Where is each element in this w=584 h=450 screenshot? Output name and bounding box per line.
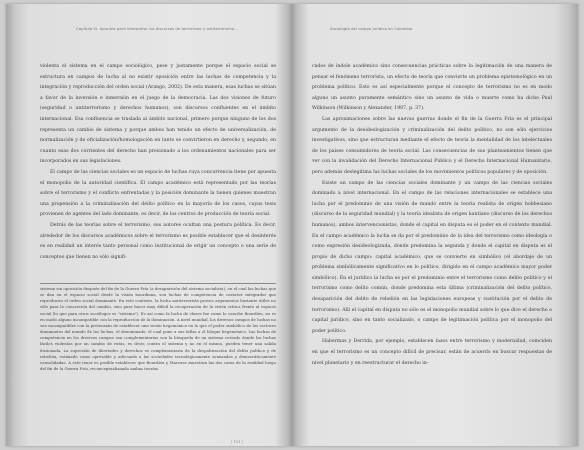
paragraph: Existe un campo de las ciencias sociales dominante y un campo de las ciencias sociales dominado a nivel internacional. En el campo de las relaciones internacionales se establece una lucha por el predominio de una visión de mundo entre la teoría realista de origen hobbesiano (discurso de la seguridad mundial) y la teoría idealista de origen kantiano (discurso de los derechos humanos), ambos intervencionistas, donde el capital en disputa es el poder en el contexto mundial. En el campo académico la lucha se da por el predominio de la idea del terrorismo como ideología o como expresión desideologizada, donde predomina la segunda y donde el capital en disputa es el propio de dicho campo: capital académico, que se convierte en simbólico (el abordaje de un problema simbólicamente significativo en lo político, dirigido en el campo académico mayor poder simbólico). En el jurídico la lucha es por el predominio entre el terrorismo como delito político y el terrorismo como delito común, donde predomina esta última (criminalización del delito político, desaparición del delito de rebelión en las legislaciones europeas y sustitución por el delito de terrorismo). Allí el capital en disputa no sólo es el monopolio mundial sobre lo que dice el derecho o capital jurídico, sino en tanto socializado, o campo de legitimación política por el monopolio del poder político. xyxy=(312,180,552,334)
page-number: | 151 | xyxy=(231,440,243,444)
book-spread xyxy=(6,4,578,446)
footnote: sistema sin oposición después del fin de la Guerra Fría (a desaparición del sistema socialista), en el cual las luchas que se dan en el espacio social desde la visión bourdiana, son luchas de competencia de carácter integrador que reproducen el orden social dominante. En este contexto, la lucha antiterrorista provee argumentos bastante útiles no sólo para la concreción del cambio, sino para hacer muy difícil la recuperación de la visión crítica frente al espacio social (lo que para otros sociólogos es "sistema"). Es así como la lucha de clases fue como lo concibe Bourdieu, no es en modo alguno incompatible con la reproducción de la dominación. A nivel mundial, los diversos campos de luchas no son incompatibles con la pretensión de establecer una visión hegemónica en la que el poder simbólico de los sectores dominantes del mundo de las luchas, el denominado, el cual pone a sus fallas a el bloque hegemónico. Las luchas de competencia en los diversos campos son complementarias con la búsqueda de un sistema cerrado donde las luchas fáciles violentas por un cambio de rutas, es decir, contra el sistema y no en el mismo, pueden tener una salida ilusionada. La supresión de libertades y derechos es complementaria de la despolitización del delito político y de rebelión, estimado como opresable y adecuado a las sociedades tecnológicamente avanzadas y democráticamente consolidadas. A este tenor es posible establecer que Bourdieu y Marcuse muestran las dos caras de la realidad luego del fin de la Guerra Fría, reconceptualizando ambas teorías. xyxy=(40,286,276,372)
paragraph: Habermas y Derrida, por ejemplo, establecen lazos entre terrorismo y modernidad, coinciden en que el terrorismo es un concepto difícil de precisar, están de acuerdo en buscar respuestas de nivel planetario y en reestructurar el derecho in- xyxy=(312,339,552,366)
paragraph: Detrás de las teorías sobre el terrorismo, sus autores ocultan una postura política. Es decir, alrededor de los discursos académicos sobre el terrorismo es posible establecer que el desinterés es en realidad un interés tanto personal como institucional de erigir un concepto o una serie de conceptos que tienen no sólo signifi- xyxy=(40,222,276,260)
paragraph: El campo de las ciencias sociales es un espacio de luchas cuya concurrencia tiene por apuesta el monopolio de la autoridad científica. El campo académico está representado por las teorías sobre el terrorismo y el conflicto enfrentadas y la posición dominante la tienen quienes muestran una propensión a la criminalización del delito político en la mayoría de los casos, cuyas tesis provienen de agentes del lado dominante, es decir, de los centros de producción de teoría social. xyxy=(40,169,276,218)
left-page xyxy=(12,4,282,446)
body-text xyxy=(40,62,276,263)
footnote-divider xyxy=(40,283,276,284)
paragraph: cados de índole académico sino consecuencias prácticas sobre la legitimación de una manera de pensar el fenómeno terrorista, un efecto de teoría que convierte un problema epistemológico en un problema político. Esto es así especialmente porque el concepto de terrorismo no es en modo alguno un asunto puramente semántico sino un asunto de vida o muerte como ha dicho Paul Wilkinson (Wilkinson y Alexander, 1987, p. 37). xyxy=(312,64,552,112)
running-head: Sociología del campo jurídico en Colombia xyxy=(330,27,413,31)
paragraph: violenta el sistema en el campo sociológico, pese y justamente porque el espacio social se estructura en campos de lucha al no existir oposición entre las luchas de competencia y la integración y reproducción del orden social (Arango, 2002). De esta manera, esas luchas se sitúan a favor de la inversión e inmersión en el juego de la democracia. Las dos visiones de futuro (seguridad o antiterrorismo y derechos humanos), son discursos confluentes en el ámbito internacional. Esa confluencia se traslada al ámbito nacional, primero porque ninguno de los dos representa un cambio de sistema y porque ambos han tenido un efecto de universalización, de normalización y de oficialización/homologación en tanto se convirtieron en derecho y, segundo, en cuanto esas dos corrientes del derecho han presionado a los ordenamientos nacionales para ser incorporados en sus legislaciones. xyxy=(40,64,276,165)
body-text xyxy=(312,62,552,369)
running-head: Capítulo VI. Apuntes para interpretar los discursos de terrorismo y antiterrorismo... xyxy=(76,27,238,31)
right-page xyxy=(300,4,566,446)
paragraph: Las aproximaciones sobre las nuevas guerras donde el fin de la Guerra Fría es el principal argumento de la desideologización y criminalización del delito político, no son sólo ejercicios investigativos, sino que estructuran mediante el efecto de teoría la mentalidad de los intelectuales de los países consumidores de teoría social. Las consecuencias de sus planteamientos tienen que ver con la invalidación del Derecho Internacional Público y el Derecho Internacional Humanitario, pero además deslegitima las luchas sociales de los movimientos políticos populares y de oposición. xyxy=(312,116,552,175)
